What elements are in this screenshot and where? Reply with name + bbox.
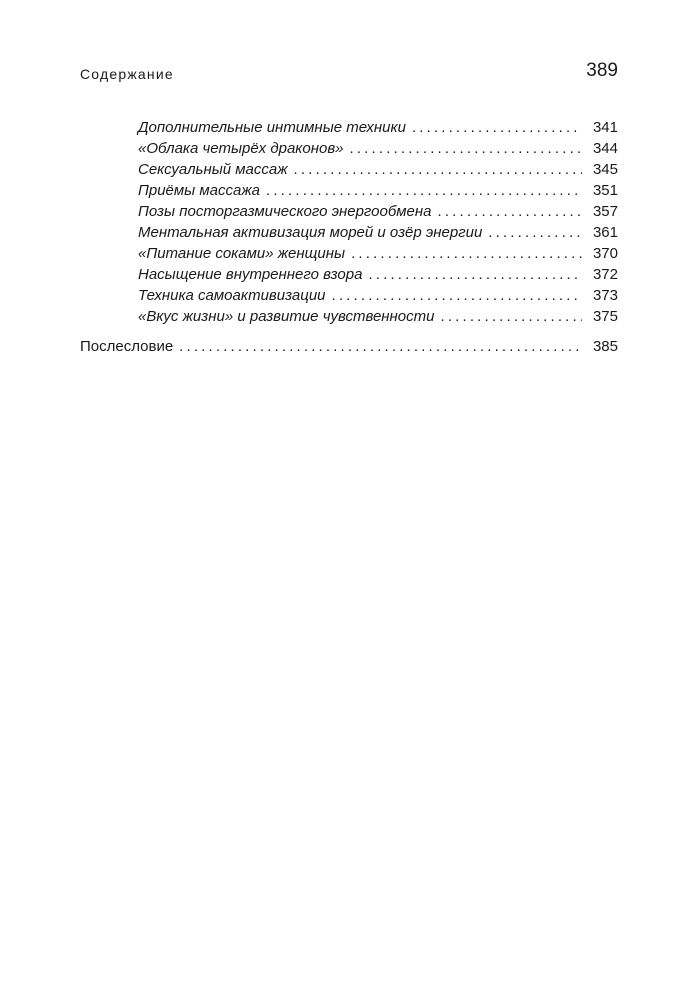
page-number: 389 [586,60,618,81]
toc-entry[interactable] [80,285,618,306]
toc-leader-dots [368,264,582,285]
toc-entry-title: Ментальная активизация морей и озёр энергии [138,224,483,241]
toc-entry[interactable] [80,138,618,159]
toc-entry-title: «Питание соками» женщины [138,245,346,262]
toc-entry-title: Техника самоактивизации [138,287,326,304]
toc-entry[interactable] [80,159,618,180]
toc-entry-title: Дополнительные интимные техники [138,119,406,136]
running-head: Содержание [80,66,174,82]
toc-entry-page: 351 [592,182,618,199]
toc-leader-dots [266,180,582,201]
toc-leader-dots [179,336,582,357]
toc-leader-dots [440,306,582,327]
toc-entry-page: 344 [592,140,618,157]
toc-entry-page: 370 [592,245,618,262]
toc-entry-afterword[interactable] [80,336,618,357]
toc-entry[interactable] [80,222,618,243]
toc-entry-page: 385 [592,338,618,355]
toc-entry-title: Приёмы массажа [138,182,261,199]
toc-entry-title: Насыщение внутреннего взора [138,266,363,283]
toc-entry[interactable] [80,243,618,264]
toc-entry-page: 373 [592,287,618,304]
toc-leader-dots [412,117,582,138]
toc-entry-title: «Облака четырёх драконов» [138,140,344,157]
toc-leader-dots [488,222,582,243]
toc-entry-page: 357 [592,203,618,220]
toc-entry[interactable] [80,264,618,285]
toc-entry-title: Послесловие [80,338,174,355]
toc-entry[interactable] [80,180,618,201]
toc-leader-dots [438,201,583,222]
toc-entry[interactable] [80,117,618,138]
toc-entry-page: 361 [592,224,618,241]
toc-leader-dots [351,243,582,264]
toc-entry-title: Сексуальный массаж [138,161,288,178]
table-of-contents [80,117,618,357]
toc-leader-dots [350,138,582,159]
toc-entry-title: Позы посторгазмического энергообмена [138,203,432,220]
toc-entry-page: 375 [592,308,618,325]
toc-entry-page: 341 [592,119,618,136]
toc-entry[interactable] [80,201,618,222]
toc-entry-page: 372 [592,266,618,283]
toc-entry-page: 345 [592,161,618,178]
toc-leader-dots [332,285,582,306]
toc-leader-dots [294,159,582,180]
toc-entry[interactable] [80,306,618,327]
toc-entry-title: «Вкус жизни» и развитие чувственности [138,308,435,325]
